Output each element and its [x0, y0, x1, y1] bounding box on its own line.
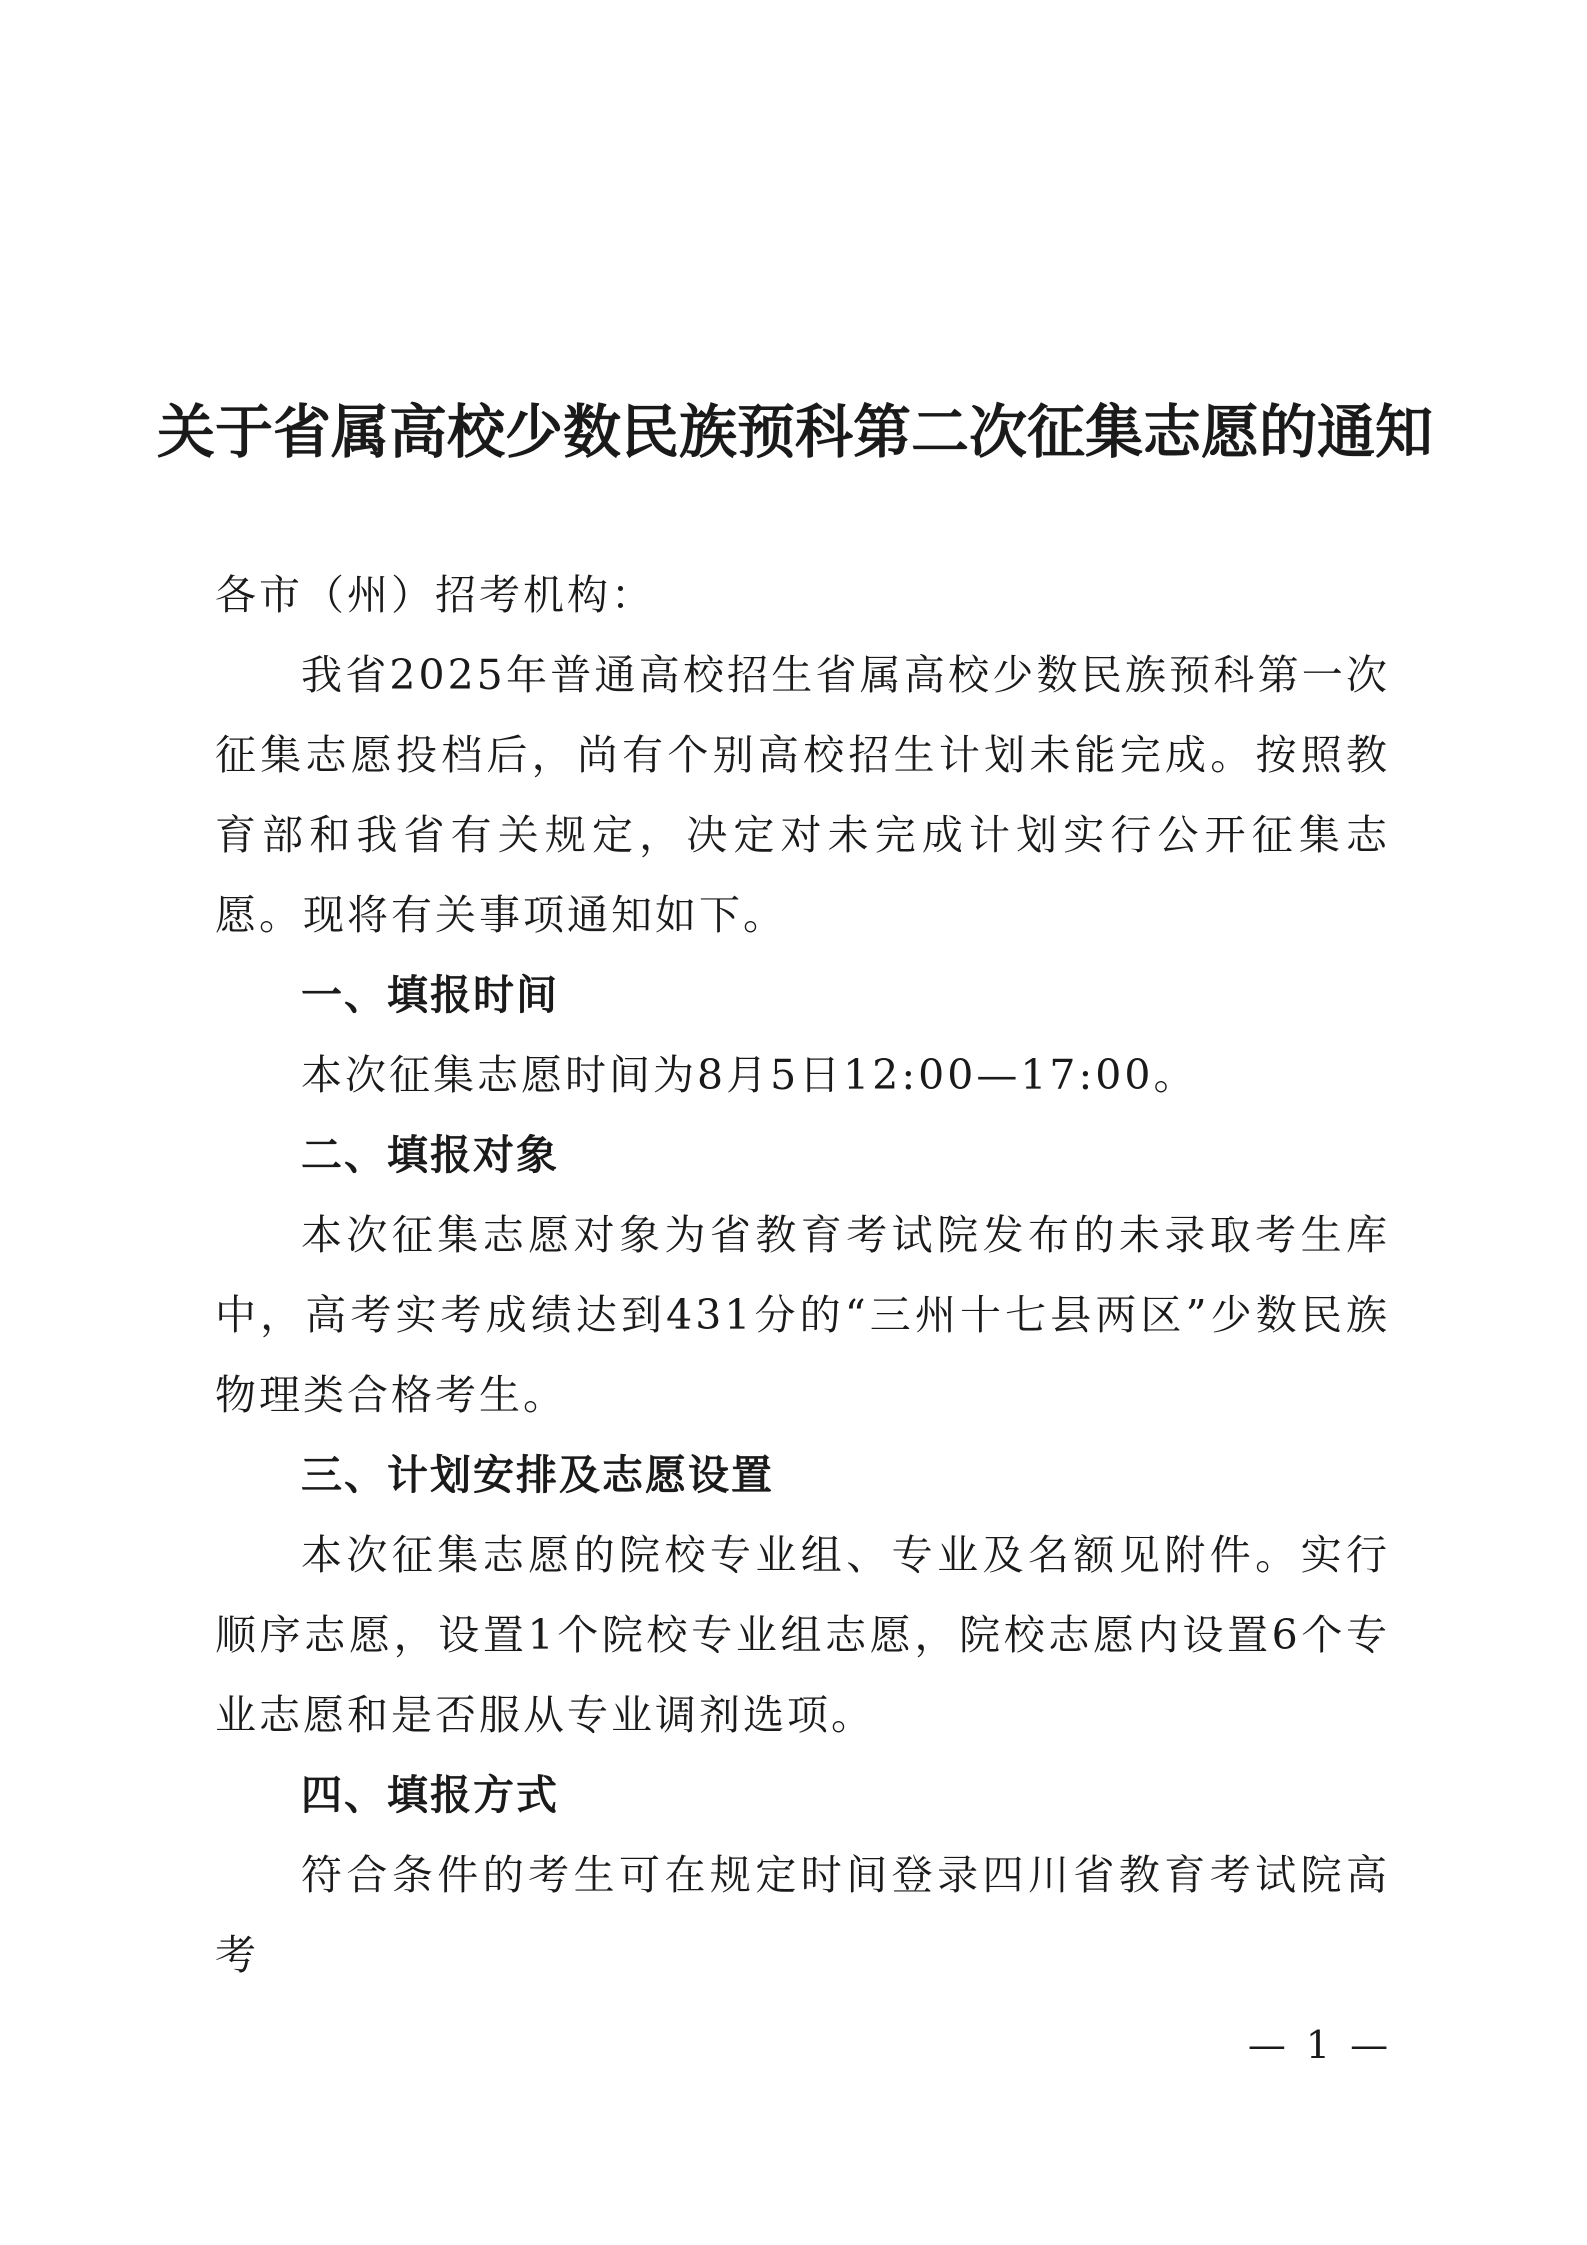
section-text-method: 符合条件的考生可在规定时间登录四川省教育考试院高考 [215, 1851, 1390, 1979]
section-text-plan: 本次征集志愿的院校专业组、专业及名额见附件。实行顺序志愿，设置1个院校专业组志愿，院校志愿内设置6个专业志愿和是否服从专业调剂选项。 [215, 1531, 1390, 1739]
section-text-target: 本次征集志愿对象为省教育考试院发布的未录取考生库中，高考实考成绩达到431分的“三州十七县两区”少数民族物理类合格考生。 [215, 1211, 1390, 1419]
section-heading-time: 一、填报时间 [301, 971, 559, 1019]
section-heading-method: 四、填报方式 [301, 1771, 559, 1819]
document-body [215, 635, 1390, 1995]
section-heading-target: 二、填报对象 [301, 1131, 559, 1179]
document-title: 关于省属高校少数民族预科第二次征集志愿的通知 [156, 398, 1433, 466]
salutation: 各市（州）招考机构： [215, 571, 655, 619]
section-text-time: 本次征集志愿时间为8月5日12:00—17:00。 [301, 1051, 1198, 1099]
intro-paragraph: 我省2025年普通高校招生省属高校少数民族预科第一次征集志愿投档后，尚有个别高校招生计划未能完成。按照教育部和我省有关规定，决定对未完成计划实行公开征集志愿。现将有关事项通知如下。 [215, 651, 1390, 939]
section-heading-plan: 三、计划安排及志愿设置 [301, 1451, 774, 1499]
page-number: — 1 — [1247, 2023, 1393, 2067]
